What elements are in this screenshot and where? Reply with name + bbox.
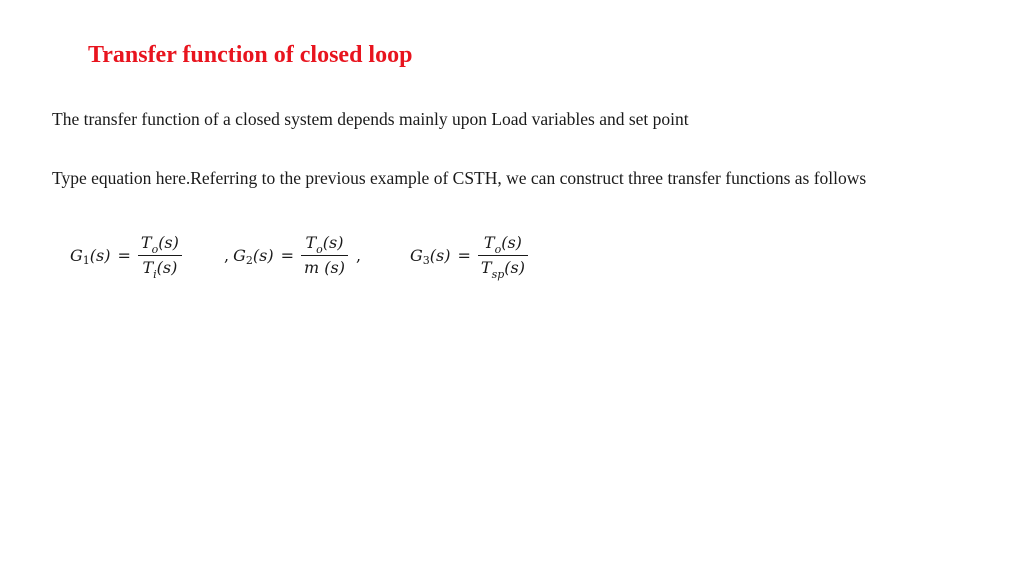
g1-index: 1: [82, 254, 90, 267]
paragraph-load-variables: The transfer function of a closed system depends mainly upon Load variables and set point: [52, 109, 689, 129]
paragraph-csth-example: Type equation here.Referring to the previous example of CSTH, we can construct three transfer functions as follows: [52, 168, 867, 188]
g2-fraction: [301, 231, 348, 280]
g2-index: 2: [245, 254, 253, 267]
g2-denominator: m (s): [303, 258, 345, 277]
equation-g2: [220, 231, 365, 280]
g1-arg: (s): [89, 246, 111, 265]
g1-denominator: $T_i(s)$: [142, 258, 178, 281]
g3-denominator: $T_{sp}(s)$: [480, 258, 525, 281]
g3-equals: =: [457, 246, 471, 265]
equation-g1: [70, 231, 182, 280]
g3-index: 3: [422, 254, 430, 267]
slide-title: Transfer function of closed loop: [88, 42, 413, 68]
g2-lead-comma: ,: [224, 246, 230, 265]
g2-trail-comma: ,: [355, 246, 362, 265]
g1-numerator: $T_o(s)$: [140, 233, 179, 256]
g3-numerator: $T_o(s)$: [483, 233, 522, 256]
g3-arg: (s): [429, 246, 451, 265]
g2-numerator: $T_o(s)$: [305, 233, 344, 256]
g2-symbol: G: [233, 246, 246, 265]
g1-symbol: G: [70, 246, 83, 265]
g1-equals: =: [117, 246, 131, 265]
g1-fraction: [138, 231, 182, 280]
equation-g3-lhs: [410, 246, 450, 265]
equation-g3: [410, 231, 528, 280]
g2-equals: =: [280, 246, 294, 265]
g3-symbol: G: [410, 246, 423, 265]
equation-g1-lhs: [70, 246, 110, 265]
equation-g2-lhs: [233, 246, 273, 265]
g3-fraction: [478, 231, 528, 280]
g2-arg: (s): [252, 246, 274, 265]
